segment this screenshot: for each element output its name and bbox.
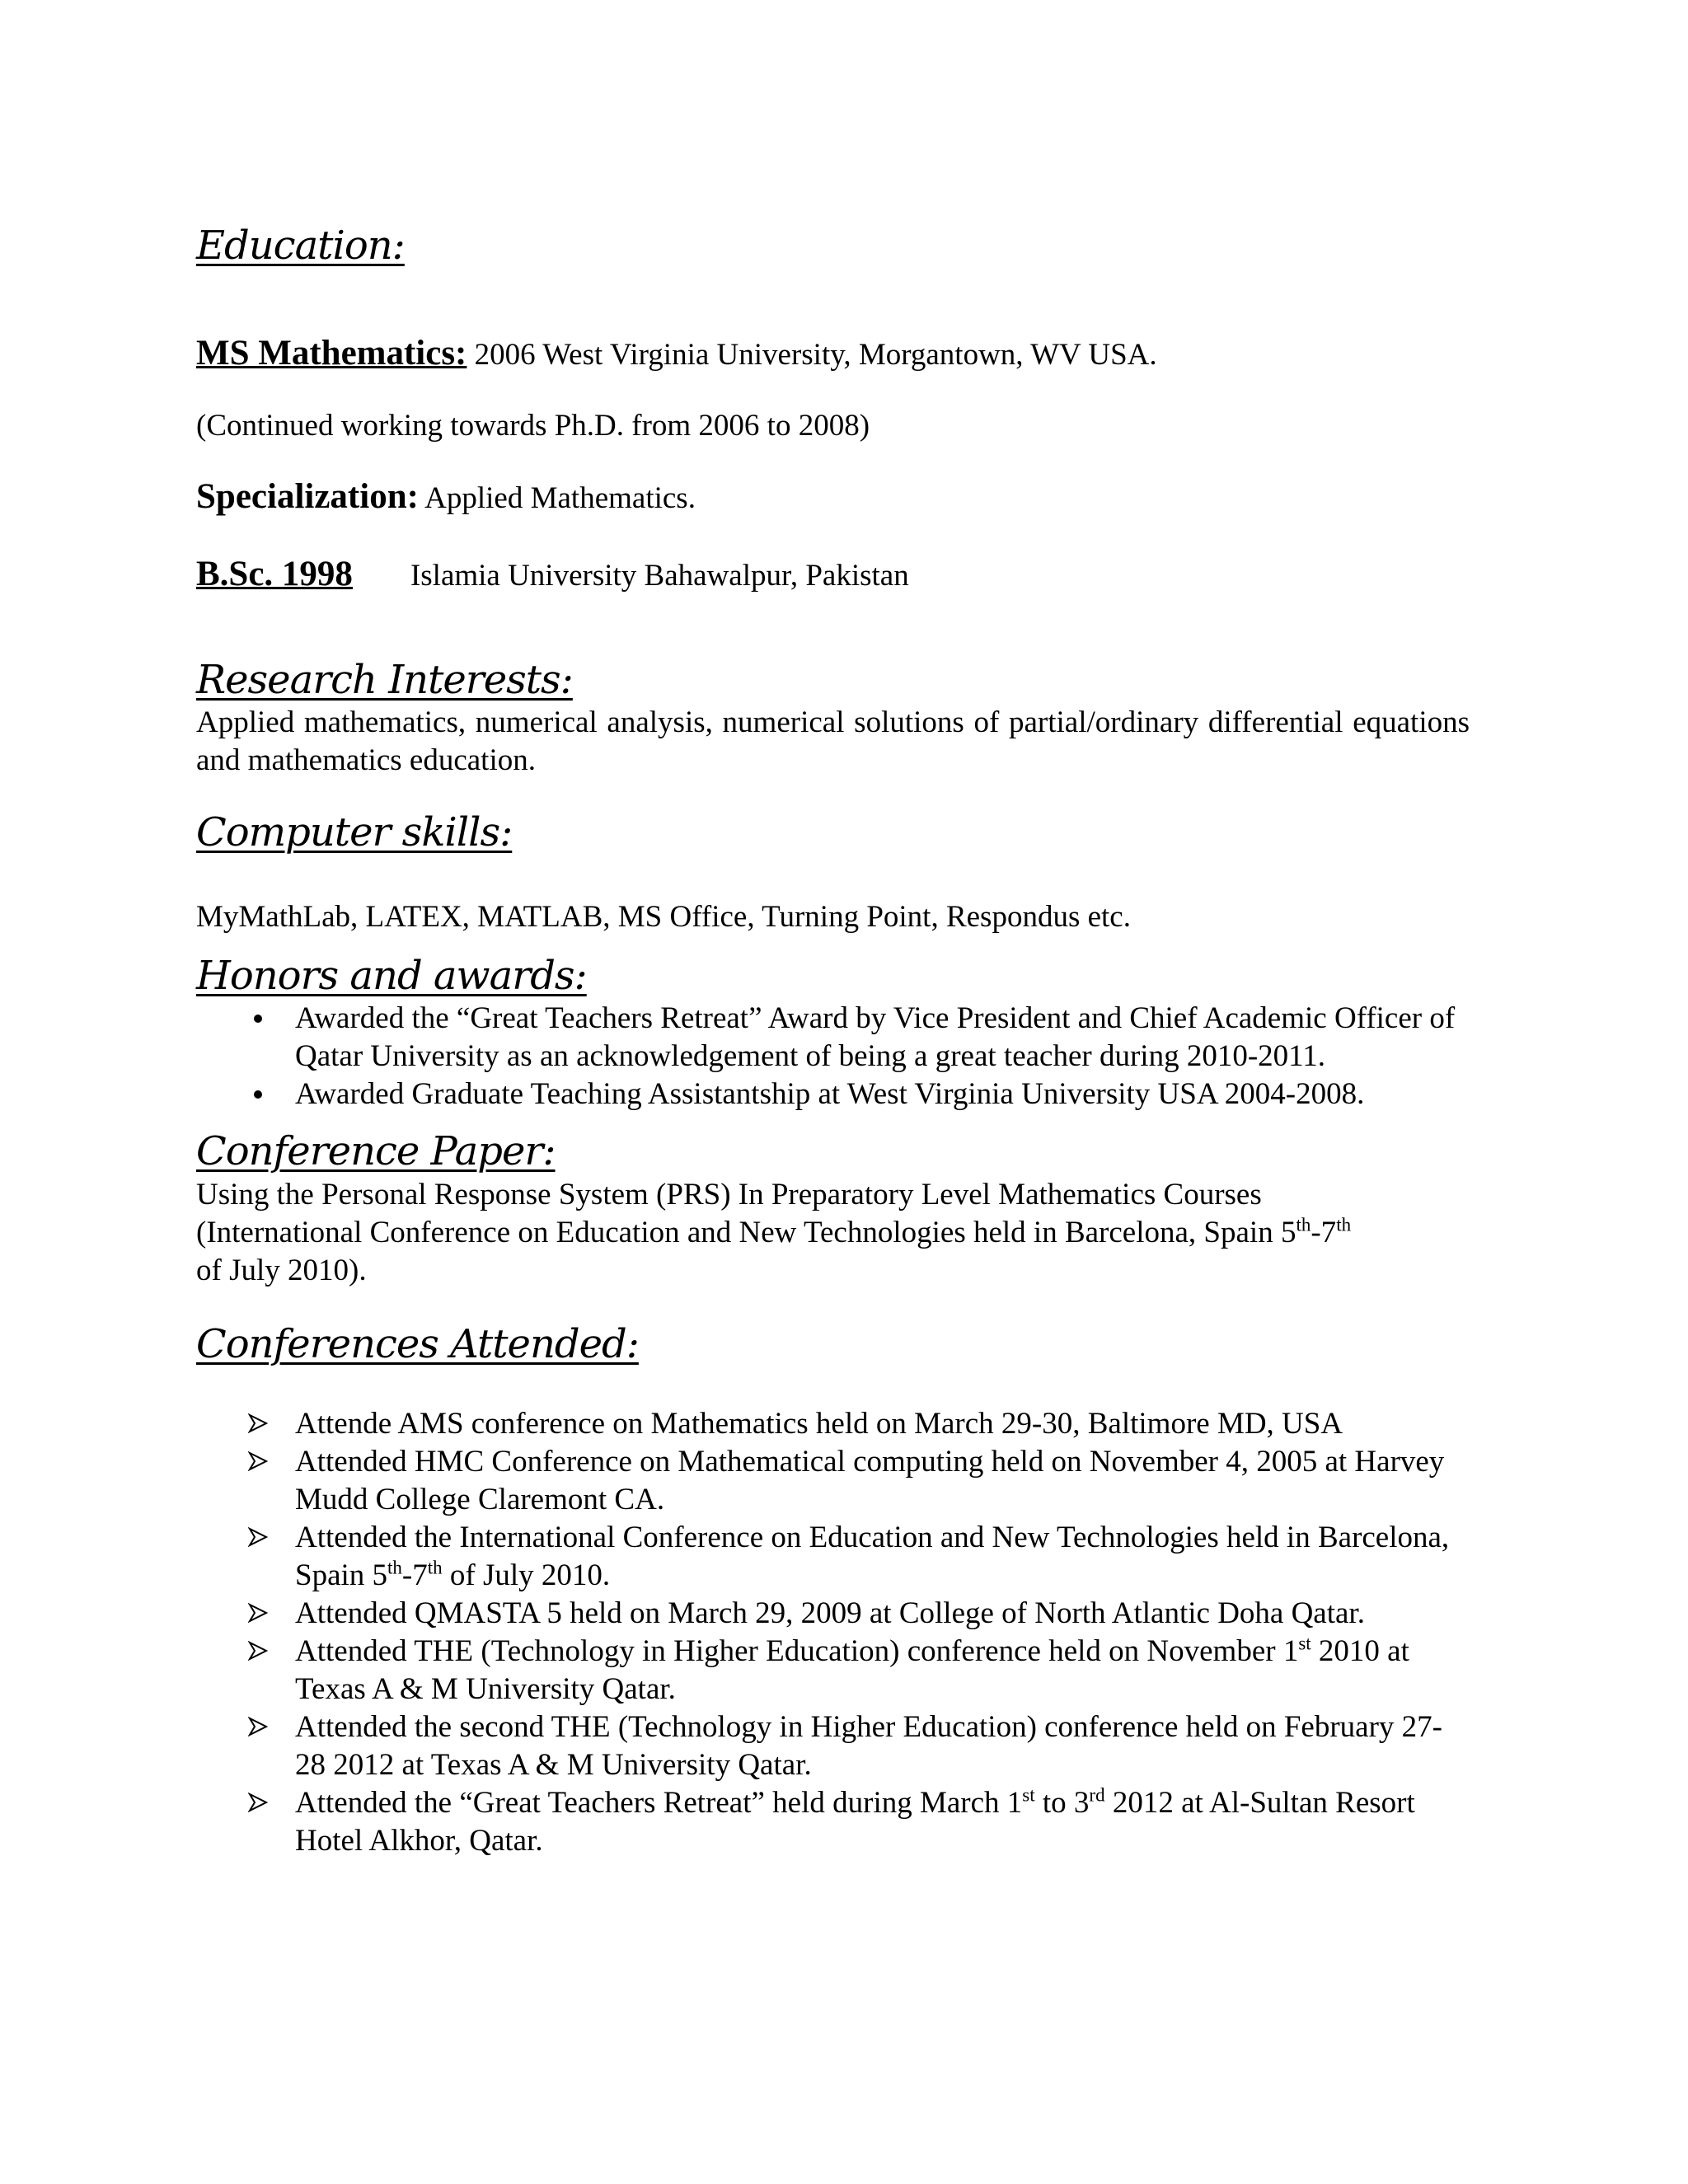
list-item (196, 1405, 1470, 1443)
phd-note: (Continued working towards Ph.D. from 2006 to 2008) (196, 408, 870, 443)
honors-heading: Honors and awards: (196, 952, 587, 999)
paper-line-1: Using the Personal Response System (PRS) In Preparatory Level Mathematics Courses (196, 1177, 1262, 1212)
superscript: rd (1089, 1784, 1105, 1806)
honors-list (196, 1000, 1470, 1113)
list-item (196, 1784, 1470, 1860)
conferences-attended-list (196, 1405, 1470, 1860)
arrow-bullet-icon (246, 1405, 270, 1443)
attended-text: Attended QMASTA 5 held on March 29, 2009 at College of North Atlantic Doha Qatar. (295, 1596, 1365, 1630)
attended-text: Attended the “Great Teachers Retreat” held during March 1 (295, 1785, 1023, 1820)
bsc-text: Islamia University Bahawalpur, Pakistan (410, 558, 909, 593)
bullet-dot-icon (246, 1000, 270, 1038)
list-item (196, 1595, 1470, 1633)
specialization-text: Applied Mathematics. (418, 480, 696, 515)
attended-text-b: 2010 at Texas A & M University Qatar. (295, 1633, 1409, 1706)
conference-paper-heading: Conference Paper: (196, 1128, 556, 1175)
arrow-bullet-icon (246, 1443, 270, 1481)
ms-label: MS Mathematics: (196, 333, 467, 373)
bsc-row (196, 555, 1470, 595)
superscript: st (1022, 1784, 1035, 1806)
attended-text: Attended the second THE (Technology in Higher Education) conference held on February 27-28 2012 at Texas A & M University Qatar. (295, 1709, 1442, 1782)
arrow-bullet-icon (246, 1595, 270, 1633)
ms-row (196, 335, 1470, 374)
paper-line-2 (196, 1214, 1470, 1252)
arrow-bullet-icon (246, 1708, 270, 1746)
attended-text-b: to 3 (1034, 1785, 1090, 1820)
education-heading: Education: (196, 223, 405, 269)
superscript: th (1336, 1214, 1352, 1235)
list-item (196, 1519, 1470, 1595)
attended-text-c: of July 2010. (442, 1558, 611, 1592)
superscript: st (1298, 1633, 1311, 1654)
superscript: th (1296, 1214, 1311, 1235)
arrow-bullet-icon (246, 1784, 270, 1822)
attended-text: Attended HMC Conference on Mathematical computing held on November 4, 2005 at Harvey Mudd College Claremont CA. (295, 1444, 1445, 1516)
paper-line-2-text-b: -7 (1311, 1215, 1337, 1249)
specialization-row (196, 478, 1470, 518)
research-text: Applied mathematics, numerical analysis, numerical solutions of partial/ordinary differential equations and mathematics education. (196, 705, 1470, 778)
paper-line-2-text: (International Conference on Education and New Technologies held in Barcelona, Spain 5 (196, 1215, 1296, 1249)
attended-text-c: 2012 at Al-Sultan Resort Hotel Alkhor, Qatar. (295, 1785, 1415, 1858)
arrow-bullet-icon (246, 1519, 270, 1557)
list-item (196, 1000, 1470, 1076)
specialization-label: Specialization: (196, 476, 419, 516)
list-item (196, 1633, 1470, 1708)
conferences-attended-heading: Conferences Attended: (196, 1320, 639, 1367)
bullet-dot-icon (246, 1076, 270, 1113)
bsc-label: B.Sc. 1998 (196, 554, 353, 593)
arrow-bullet-icon (246, 1633, 270, 1671)
computer-skills-text: MyMathLab, LATEX, MATLAB, MS Office, Turning Point, Respondus etc. (196, 899, 1131, 934)
honor-text: Awarded Graduate Teaching Assistantship at West Virginia University USA 2004-2008. (295, 1077, 1365, 1112)
research-heading: Research Interests: (196, 656, 573, 703)
computer-skills-heading: Computer skills: (196, 809, 513, 856)
attended-text: Attended THE (Technology in Higher Education) conference held on November 1 (295, 1633, 1299, 1668)
attended-text: Attende AMS conference on Mathematics held on March 29-30, Baltimore MD, USA (295, 1406, 1343, 1441)
document-content (196, 223, 1470, 1860)
attended-text-b: -7 (401, 1558, 428, 1592)
honor-text: Awarded the “Great Teachers Retreat” Award by Vice President and Chief Academic Officer of Qatar University as an acknowledgement of being a great teacher during 2010-2011. (295, 1001, 1456, 1074)
superscript: th (427, 1557, 443, 1578)
superscript: th (387, 1557, 402, 1578)
attended-text: Attended the International Conference on Education and New Technologies held in Barcelona, Spain 5 (295, 1520, 1450, 1592)
list-item (196, 1076, 1470, 1113)
list-item (196, 1443, 1470, 1519)
list-item (196, 1708, 1470, 1784)
paper-line-3: of July 2010). (196, 1253, 367, 1287)
ms-text: 2006 West Virginia University, Morgantown, WV USA. (467, 337, 1157, 372)
